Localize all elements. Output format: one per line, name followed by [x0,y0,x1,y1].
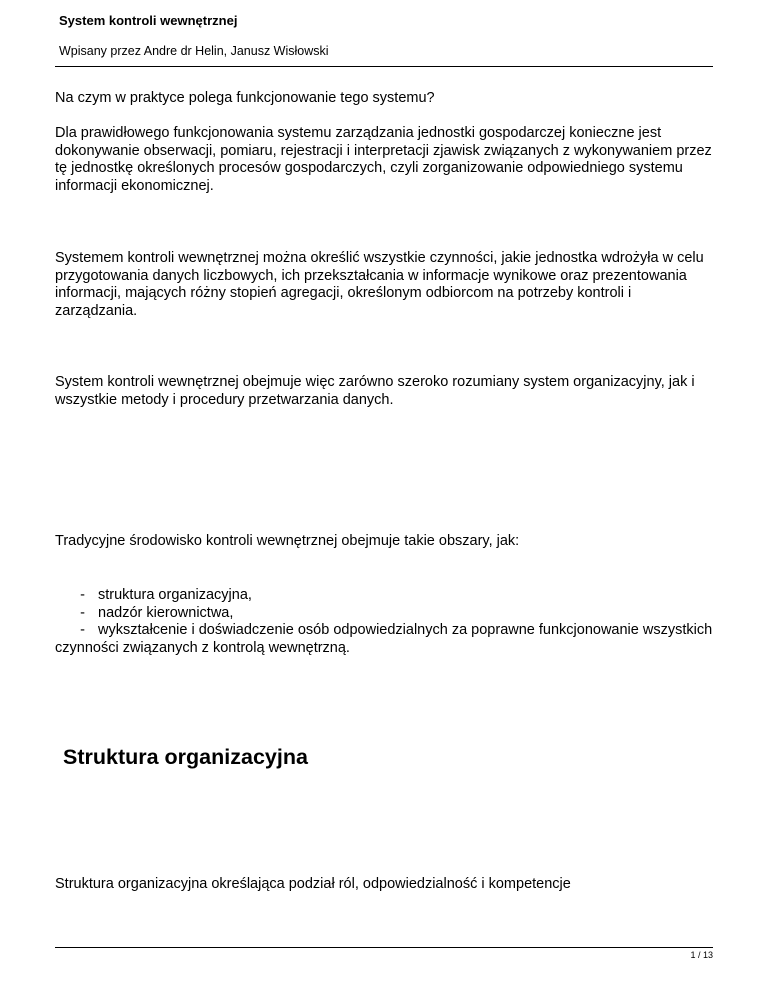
footer-divider [55,947,713,948]
list-item-text: wykształcenie i doświadczenie osób odpowiedzialnych za poprawne funkcjonowanie wszystkich czynności związanych z kontrolą wewnętrzną. [55,622,713,656]
question-paragraph: Na czym w praktyce polega funkcjonowanie tego systemu? [55,90,435,106]
control-areas-list [55,587,715,657]
list-item [55,605,715,623]
header-divider [55,66,713,67]
section-heading: Struktura organizacyjna [63,745,308,769]
paragraph-structure-roles: Struktura organizacyjna określająca podział ról, odpowiedzialność i kompetencje [55,876,571,892]
list-item-text: nadzór kierownictwa, [98,604,234,621]
list-item [55,622,715,657]
list-dash: - [80,587,85,603]
list-dash: - [80,622,85,639]
paragraph-control-environment: Tradycyjne środowisko kontroli wewnętrznej obejmuje takie obszary, jak: [55,533,520,549]
document-authors: Wpisany przez Andre dr Helin, Janusz Wisłowski [59,44,329,58]
list-item-text: struktura organizacyjna, [98,587,252,603]
list-dash: - [80,604,85,621]
paragraph-system-information: Dla prawidłowego funkcjonowania systemu zarządzania jednostki gospodarczej konieczne jest dokonywanie obserwacji, pomiaru, rejestracji i interpretacji zjawisk związanych z wykonywaniem przez tę jednostkę określonych procesów gospodarczych, czyli zorganizowanie odpowiedniego systemu informacji ekonomicznej. [55,125,712,194]
document-title: System kontroli wewnętrznej [59,13,238,28]
page-number: 1 / 13 [690,950,713,960]
list-item [55,587,715,605]
paragraph-organizational-system: System kontroli wewnętrznej obejmuje więc zarówno szeroko rozumiany system organizacyjny, jak i wszystkie metody i procedury przetwarzania danych. [55,374,695,408]
paragraph-internal-control-definition: Systemem kontroli wewnętrznej można określić wszystkie czynności, jakie jednostka wdrożyła w celu przygotowania danych liczbowych, ich przekształcania w informacje wynikowe oraz prezentowania informacji, mających różny stopień agregacji, określonym odbiorcom na potrzeby kontroli i zarządzania. [55,250,704,319]
